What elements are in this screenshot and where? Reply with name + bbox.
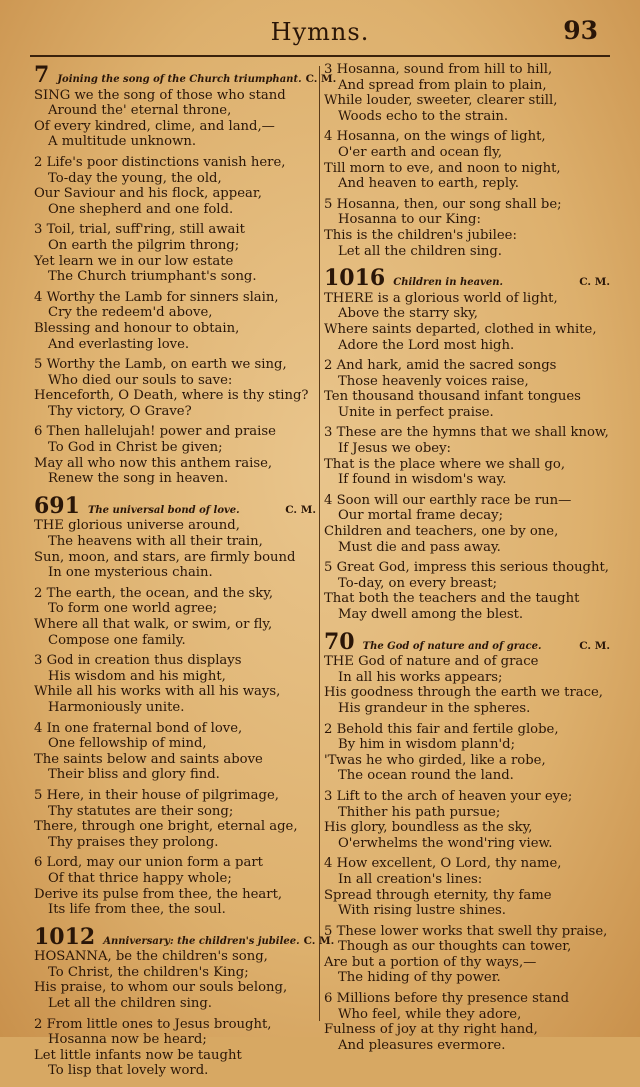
verse-line: And heaven to earth, reply. — [338, 176, 519, 192]
verse-line: 2 From little ones to Jesus brought, — [34, 1016, 272, 1032]
hymn-verse — [324, 197, 610, 259]
verse-line: And pleasures evermore. — [338, 1037, 506, 1053]
verse-line: In all creation's lines: — [338, 871, 483, 887]
verse-line: HOSANNA, be the children's song, — [34, 949, 268, 965]
hymn-verse — [34, 357, 316, 419]
header-rule — [30, 55, 610, 57]
verse-line: If found in wisdom's way. — [338, 472, 507, 488]
verse-line: To form one world agree; — [48, 601, 218, 617]
verse-line: 6 Lord, may our union form a part — [34, 855, 263, 871]
verse-line: 5 Worthy the Lamb, on earth we sing, — [34, 357, 287, 373]
hymn-verse — [34, 949, 316, 1011]
verse-line: The ocean round the land. — [338, 768, 514, 784]
hymn — [34, 62, 337, 487]
verse-line: Spread through eternity, thy fame — [324, 887, 552, 903]
hymn-verse — [324, 856, 610, 918]
verse-line: His glory, boundless as the sky, — [324, 820, 533, 836]
hymn-heading — [34, 923, 335, 950]
verse-line: Who feel, while they adore, — [338, 1006, 522, 1022]
hymn-verse — [34, 721, 316, 783]
hymn-verse — [34, 788, 316, 850]
hymn — [324, 62, 610, 259]
verse-line: 3 These are the hymns that we shall know, — [324, 425, 609, 441]
hymn-number: 7 — [34, 62, 50, 88]
verse-line: O'erwhelms the wond'ring view. — [338, 835, 553, 851]
verse-line: Unite in perfect praise. — [338, 404, 494, 420]
verse-line: His goodness through the earth we trace, — [324, 685, 603, 701]
hymn-verse — [324, 789, 610, 851]
verse-line: 4 How excellent, O Lord, thy name, — [324, 856, 562, 872]
verse-line: 5 Here, in their house of pilgrimage, — [34, 787, 279, 803]
verse-line: 4 Soon will our earthly race be run— — [324, 492, 572, 508]
verse-line: Of every kindred, clime, and land,— — [34, 118, 275, 134]
verse-line: 'Twas he who girded, like a robe, — [324, 752, 546, 768]
hymn-number: 1012 — [34, 923, 96, 950]
verse-line: Hosanna to our King: — [338, 212, 481, 228]
hymn-meter: C. M. — [579, 639, 610, 652]
hymn-verse — [324, 560, 610, 622]
verse-line: While all his works with all his ways, — [34, 684, 281, 700]
hymn-verse — [34, 424, 316, 486]
page-number: 93 — [563, 16, 598, 45]
verse-line: Their bliss and glory find. — [48, 767, 220, 783]
verse-line: The hiding of thy power. — [338, 970, 501, 986]
verse-line: Thy victory, O Grave? — [48, 403, 192, 419]
verse-line: To-day the young, the old, — [48, 170, 222, 186]
verse-line: THE glorious universe around, — [34, 518, 240, 534]
hymn-description: Anniversary: the children's jubilee. — [103, 935, 300, 947]
verse-line: The Church triumphant's song. — [48, 269, 257, 285]
verse-line: While louder, sweeter, clearer still, — [324, 93, 558, 109]
hymn-verse — [324, 924, 610, 986]
hymn-verse — [34, 855, 316, 917]
verse-line: 3 Lift to the arch of heaven your eye; — [324, 788, 573, 804]
verse-line: Ten thousand thousand infant tongues — [324, 389, 581, 405]
hymn-verse — [34, 222, 316, 284]
verse-line: Must die and pass away. — [338, 539, 501, 555]
verse-line: 2 Behold this fair and fertile globe, — [324, 721, 559, 737]
verse-line: This is the children's jubilee: — [324, 227, 517, 243]
verse-line: The saints below and saints above — [34, 751, 263, 767]
verse-line: On earth the pilgrim throng; — [48, 237, 240, 253]
verse-line: Adore the Lord most high. — [338, 337, 515, 353]
verse-line: Renew the song in heaven. — [48, 471, 229, 487]
hymn-heading — [34, 62, 337, 88]
verse-line: May all who now this anthem raise, — [34, 455, 273, 471]
verse-line: In one mysterious chain. — [48, 565, 213, 581]
verse-line: His praise, to whom our souls belong, — [34, 980, 288, 996]
hymn — [324, 267, 610, 622]
verse-line: With rising lustre shines. — [338, 903, 506, 919]
verse-line: To lisp that lovely word. — [48, 1063, 209, 1079]
hymn-verse — [34, 155, 316, 217]
hymn-verse — [34, 1017, 316, 1079]
hymn-number: 70 — [324, 628, 355, 655]
verse-line: Compose one family. — [48, 632, 186, 648]
hymn-meter: C. M. — [303, 934, 335, 947]
verse-line: Sun, moon, and stars, are firmly bound — [34, 549, 296, 565]
verse-line: Cry the redeem'd above, — [48, 305, 213, 321]
verse-line: That both the teachers and the taught — [324, 591, 580, 607]
verse-line: 2 The earth, the ocean, and the sky, — [34, 585, 274, 601]
verse-line: Hosanna now be heard; — [48, 1032, 207, 1048]
verse-line: Till morn to eve, and noon to night, — [324, 160, 561, 176]
verse-line: THERE is a glorious world of light, — [324, 290, 558, 306]
hymn-verse — [324, 722, 610, 784]
verse-line: His wisdom and his might, — [48, 668, 226, 684]
verse-line: By him in wisdom plann'd; — [338, 737, 516, 753]
verse-line: His grandeur in the spheres. — [338, 700, 531, 716]
verse-line: 4 In one fraternal bond of love, — [34, 720, 243, 736]
hymn-description: Children in heaven. — [393, 277, 504, 289]
verse-line: Our mortal frame decay; — [338, 508, 504, 524]
page-title: Hymns. — [270, 18, 370, 46]
hymn-description: The universal bond of love. — [87, 504, 240, 516]
verse-line: Above the starry sky, — [338, 306, 478, 322]
verse-line: 2 And hark, amid the sacred songs — [324, 358, 557, 374]
verse-line: SING we the song of those who stand — [34, 87, 286, 103]
hymn-verse — [324, 358, 610, 420]
verse-line: Where all that walk, or swim, or fly, — [34, 617, 273, 632]
verse-line: There, through one bright, eternal age, — [34, 819, 298, 835]
verse-line: Though as our thoughts can tower, — [338, 939, 572, 955]
hymn-verse — [34, 586, 316, 648]
hymn-description: The God of nature and of grace. — [362, 640, 542, 652]
right-column — [324, 62, 610, 1061]
hymn-verse — [324, 991, 610, 1053]
verse-line: Our Saviour and his flock, appear, — [34, 186, 262, 202]
verse-line: And spread from plain to plain, — [338, 77, 547, 93]
verse-line: That is the place where we shall go, — [324, 456, 566, 472]
verse-line: 3 Hosanna, sound from hill to hill, — [324, 62, 553, 77]
verse-line: 2 Life's poor distinctions vanish here, — [34, 154, 286, 170]
hymn-verse — [34, 518, 316, 580]
verse-line: To Christ, the children's King; — [48, 964, 249, 980]
verse-line: O'er earth and ocean fly, — [338, 144, 503, 160]
hymn-heading — [324, 267, 610, 291]
verse-line: Harmoniously unite. — [48, 699, 185, 715]
verse-line: Its life from thee, the soul. — [48, 902, 226, 918]
page-header — [0, 0, 640, 58]
verse-line: Yet learn we in our low estate — [34, 253, 234, 269]
verse-line: To-day, on every breast; — [338, 575, 498, 591]
hymn-meter: C. M. — [579, 276, 610, 289]
verse-line: 4 Worthy the Lamb for sinners slain, — [34, 289, 279, 305]
verse-line: The heavens with all their train, — [48, 534, 263, 550]
verse-line: One shepherd and one fold. — [48, 201, 234, 217]
hymn-heading — [34, 492, 316, 519]
verse-line: Let all the children sing. — [48, 996, 212, 1012]
hymn-verse — [324, 62, 610, 124]
verse-line: 5 These lower works that swell thy praise, — [324, 923, 608, 939]
verse-line: Blessing and honour to obtain, — [34, 320, 240, 336]
verse-line: Thither his path pursue; — [338, 804, 501, 820]
verse-line: Where saints departed, clothed in white, — [324, 321, 597, 337]
verse-line: Thy praises they prolong. — [48, 834, 219, 850]
verse-line: 5 Hosanna, then, our song shall be; — [324, 196, 562, 212]
verse-line: Let little infants now be taught — [34, 1047, 242, 1063]
hymn-number: 1016 — [324, 265, 386, 292]
verse-line: Let all the children sing. — [338, 243, 502, 259]
hymn-meter: C. M. — [285, 503, 316, 516]
verse-line: Henceforth, O Death, where is thy sting? — [34, 388, 309, 404]
verse-line: 5 Great God, impress this serious thought, — [324, 560, 609, 576]
hymn — [324, 628, 610, 1054]
hymn-number: 691 — [34, 492, 80, 519]
verse-line: To God in Christ be given; — [48, 440, 223, 456]
verse-line: 3 God in creation thus displays — [34, 653, 242, 669]
hymn-heading — [324, 628, 610, 655]
verse-line: Around the' eternal throne, — [48, 103, 232, 119]
verse-line: Of that thrice happy whole; — [48, 870, 232, 886]
verse-line: Fulness of joy at thy right hand, — [324, 1022, 538, 1038]
hymn-verse — [324, 425, 610, 487]
verse-line: 6 Then hallelujah! power and praise — [34, 424, 276, 440]
verse-line: May dwell among the blest. — [338, 607, 524, 622]
hymn-verse — [324, 493, 610, 555]
hymn-verse — [34, 653, 316, 715]
hymn-verse — [34, 290, 316, 352]
verse-line: In all his works appears; — [338, 669, 503, 685]
verse-line: A multitude unknown. — [48, 134, 197, 150]
hymn-verse — [324, 291, 610, 353]
column-divider — [319, 66, 320, 1021]
verse-line: Those heavenly voices raise, — [338, 373, 529, 389]
verse-line: Children and teachers, one by one, — [324, 524, 559, 540]
hymn-verse — [34, 88, 316, 150]
hymn — [34, 923, 335, 1079]
hymn-description: Joining the song of the Church triumphant. — [57, 74, 302, 85]
verse-line: Are but a portion of thy ways,— — [324, 954, 537, 970]
verse-line: 6 Millions before thy presence stand — [324, 991, 570, 1007]
hymn-meter: C. M. — [305, 73, 337, 85]
verse-line: One fellowship of mind, — [48, 736, 207, 752]
verse-line: And everlasting love. — [48, 336, 190, 352]
verse-line: Woods echo to the strain. — [338, 108, 509, 124]
verse-line: Derive its pulse from thee, the heart, — [34, 886, 283, 902]
verse-line: 4 Hosanna, on the wings of light, — [324, 129, 546, 145]
verse-line: Thy statutes are their song; — [48, 803, 234, 819]
hymn-verse — [324, 654, 610, 716]
left-column — [34, 62, 337, 1087]
verse-line: Who died our souls to save: — [48, 372, 233, 388]
verse-line: If Jesus we obey: — [338, 441, 451, 457]
verse-line: 3 Toil, trial, suff'ring, still await — [34, 222, 245, 238]
hymn — [34, 492, 316, 918]
hymn-verse — [324, 129, 610, 191]
verse-line: THE God of nature and of grace — [324, 654, 539, 670]
